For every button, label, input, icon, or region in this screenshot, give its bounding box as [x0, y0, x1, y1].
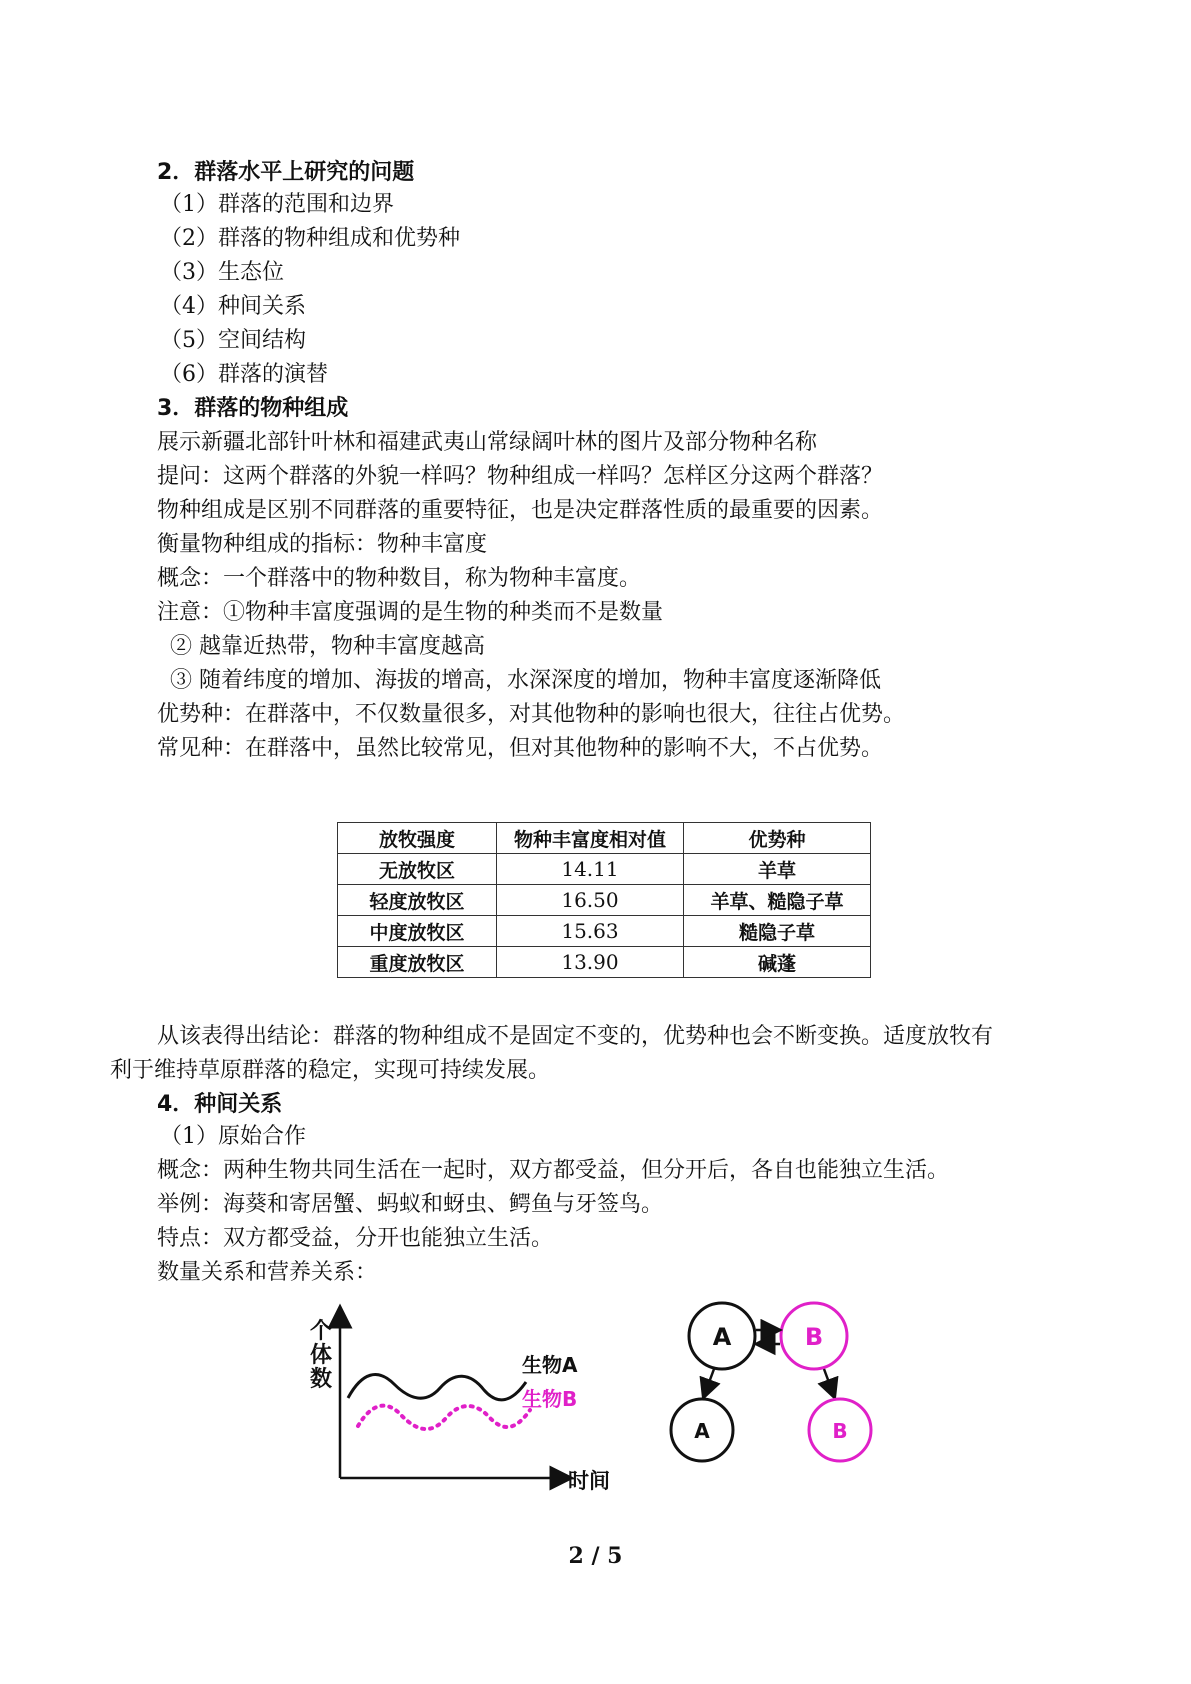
- node-a-bottom-label: A: [694, 1419, 710, 1443]
- paragraph-line: 数量关系和营养关系：: [157, 1260, 378, 1285]
- conclusion-line: 从该表得出结论：群落的物种组成不是固定不变的，优势种也会不断变换。适度放牧有: [157, 1024, 994, 1049]
- table-cell: 14.11: [497, 854, 684, 885]
- trophic-diagram: [660, 1290, 900, 1480]
- table-cell: 碱蓬: [684, 947, 871, 978]
- section3-heading: 3．群落的物种组成: [157, 396, 349, 421]
- conclusion-line: 利于维持草原群落的稳定，实现可持续发展。: [110, 1058, 551, 1083]
- table-cell: 中度放牧区: [338, 916, 497, 947]
- y-axis-label: [310, 1319, 340, 1392]
- arrow-b-down: [824, 1369, 834, 1396]
- y-label-char: 体: [310, 1343, 333, 1368]
- table-row: [338, 916, 871, 947]
- paragraph-line: ② 越靠近热带，物种丰富度越高: [170, 634, 485, 659]
- table-header-cell: 物种丰富度相对值: [497, 823, 684, 854]
- list-item: （3）生态位: [160, 260, 284, 285]
- paragraph-line: 衡量物种组成的指标：物种丰富度: [157, 532, 488, 557]
- table-row: [338, 854, 871, 885]
- table-row: [338, 947, 871, 978]
- table-cell: 13.90: [497, 947, 684, 978]
- y-label-char: 个: [310, 1319, 333, 1344]
- page-number: 2 / 5: [568, 1543, 623, 1569]
- series-a-label: 生物A: [522, 1353, 578, 1377]
- table-cell: 16.50: [497, 885, 684, 916]
- paragraph-line: 提问：这两个群落的外貌一样吗？物种组成一样吗？怎样区分这两个群落？: [157, 464, 884, 489]
- paragraph-line: 展示新疆北部针叶林和福建武夷山常绿阔叶林的图片及部分物种名称: [157, 430, 818, 455]
- table-cell: 羊草、糙隐子草: [684, 885, 871, 916]
- list-item: （1）群落的范围和边界: [160, 192, 394, 217]
- table-header-cell: 优势种: [684, 823, 871, 854]
- paragraph-line: 概念：一个群落中的物种数目，称为物种丰富度。: [157, 566, 642, 591]
- table-header-cell: 放牧强度: [338, 823, 497, 854]
- table-header-row: [338, 823, 871, 854]
- x-axis-label: 时间: [568, 1469, 610, 1493]
- table-cell: 轻度放牧区: [338, 885, 497, 916]
- node-a-top-label: A: [712, 1323, 732, 1351]
- paragraph-line: ③ 随着纬度的增加、海拔的增高，水深深度的增加，物种丰富度逐渐降低: [170, 668, 881, 693]
- list-item: （6）群落的演替: [160, 362, 328, 387]
- list-item: （4）种间关系: [160, 294, 306, 319]
- node-b-bottom-label: B: [832, 1419, 848, 1443]
- paragraph-line: 优势种：在群落中，不仅数量很多，对其他物种的影响也很大，往往占优势。: [157, 702, 906, 727]
- y-label-char: 数: [310, 1367, 333, 1392]
- arrow-a-down: [704, 1369, 714, 1396]
- section4-heading: 4．种间关系: [157, 1092, 283, 1117]
- paragraph-line: 举例：海葵和寄居蟹、蚂蚁和蚜虫、鳄鱼与牙签鸟。: [157, 1192, 664, 1217]
- paragraph-line: 特点：双方都受益，分开也能独立生活。: [157, 1226, 554, 1251]
- section4-subheading: （1）原始合作: [160, 1124, 306, 1149]
- node-b-top-label: B: [804, 1323, 824, 1351]
- section2-heading: 2．群落水平上研究的问题: [157, 160, 415, 185]
- list-item: （2）群落的物种组成和优势种: [160, 226, 460, 251]
- table-cell: 15.63: [497, 916, 684, 947]
- paragraph-line: 注意：①物种丰富度强调的是生物的种类而不是数量: [157, 600, 664, 625]
- population-graph: [300, 1310, 610, 1500]
- grazing-table: [337, 822, 871, 978]
- table-cell: 糙隐子草: [684, 916, 871, 947]
- paragraph-line: 物种组成是区别不同群落的重要特征，也是决定群落性质的最重要的因素。: [157, 498, 884, 523]
- paragraph-line: 概念：两种生物共同生活在一起时，双方都受益，但分开后，各自也能独立生活。: [157, 1158, 950, 1183]
- series-b-label: 生物B: [522, 1387, 578, 1411]
- table-cell: 羊草: [684, 854, 871, 885]
- series-a-line: [348, 1375, 526, 1400]
- paragraph-line: 常见种：在群落中，虽然比较常见，但对其他物种的影响不大，不占优势。: [157, 736, 884, 761]
- table-cell: 重度放牧区: [338, 947, 497, 978]
- series-b-line: [358, 1406, 530, 1429]
- list-item: （5）空间结构: [160, 328, 306, 353]
- table-row: [338, 885, 871, 916]
- table-cell: 无放牧区: [338, 854, 497, 885]
